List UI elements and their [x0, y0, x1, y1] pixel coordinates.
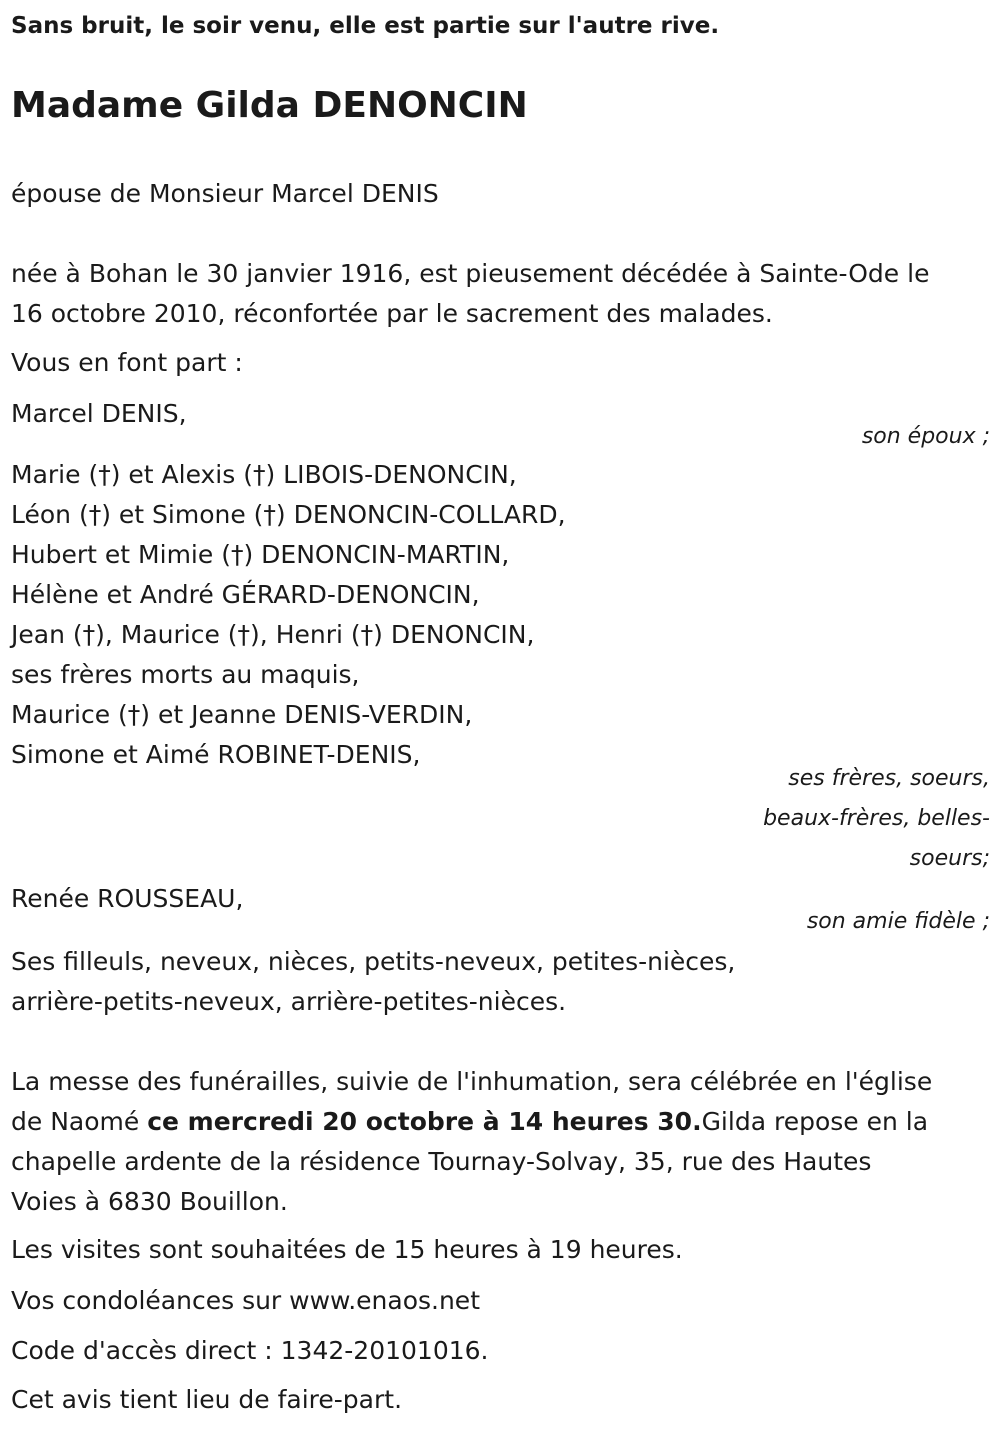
condolences-line: Vos condoléances sur www.enaos.net — [11, 1286, 480, 1315]
funeral-line — [11, 1102, 986, 1142]
siblings-role-line: ses frères, soeurs, — [788, 766, 990, 791]
friend-role: son amie fidèle ; — [806, 909, 990, 934]
siblings-role — [763, 759, 990, 879]
funeral-line: Voies à 6830 Bouillon. — [11, 1187, 288, 1216]
siblings-role-line: beaux-frères, belles- — [763, 806, 990, 831]
sibling-line: Marie (†) et Alexis (†) LIBOIS-DENONCIN, — [11, 460, 517, 489]
sibling-line: Maurice (†) et Jeanne DENIS-VERDIN, — [11, 700, 473, 729]
announce-line: Vous en font part : — [11, 348, 243, 377]
sibling-line: Hubert et Mimie (†) DENONCIN-MARTIN, — [11, 540, 510, 569]
sibling-line: Hélène et André GÉRARD-DENONCIN, — [11, 580, 480, 609]
funeral-paragraph — [11, 1062, 986, 1222]
funeral-line: chapelle ardente de la résidence Tournay-Solvay, 35, rue des Hautes — [11, 1147, 872, 1176]
epigraph: Sans bruit, le soir venu, elle est partie sur l'autre rive. — [11, 13, 720, 39]
siblings-list — [11, 455, 986, 775]
funeral-datetime: ce mercredi 20 octobre à 14 heures 30. — [147, 1107, 702, 1136]
sibling-line: ses frères morts au maquis, — [11, 660, 360, 689]
friend-name: Renée ROUSSEAU, — [11, 884, 244, 913]
birth-death-paragraph — [11, 254, 986, 334]
sibling-line: Simone et Aimé ROBINET-DENIS, — [11, 740, 421, 769]
siblings-role-line: soeurs; — [909, 846, 990, 871]
sibling-line: Léon (†) et Simone (†) DENONCIN-COLLARD, — [11, 500, 566, 529]
family-line: Ses filleuls, neveux, nièces, petits-neveux, petites-nièces, — [11, 947, 736, 976]
visits-line: Les visites sont souhaitées de 15 heures à 19 heures. — [11, 1235, 683, 1264]
family-paragraph — [11, 942, 986, 1022]
sibling-line: Jean (†), Maurice (†), Henri (†) DENONCIN, — [11, 620, 535, 649]
birth-death-line: née à Bohan le 30 janvier 1916, est pieusement décédée à Sainte-Ode le — [11, 259, 930, 288]
funeral-wake: Gilda repose en la — [701, 1107, 929, 1136]
spouse-name: Marcel DENIS, — [11, 399, 187, 428]
funeral-line: La messe des funérailles, suivie de l'inhumation, sera célébrée en l'église — [11, 1067, 933, 1096]
deceased-name: Madame Gilda DENONCIN — [11, 85, 528, 126]
spouse-line: épouse de Monsieur Marcel DENIS — [11, 179, 439, 208]
closing-line: Cet avis tient lieu de faire-part. — [11, 1385, 403, 1414]
access-code-line: Code d'accès direct : 1342-20101016. — [11, 1336, 489, 1365]
funeral-place: de Naomé — [11, 1107, 148, 1136]
birth-death-line: 16 octobre 2010, réconfortée par le sacrement des malades. — [11, 299, 773, 328]
family-line: arrière-petits-neveux, arrière-petites-nièces. — [11, 987, 567, 1016]
spouse-role: son époux ; — [861, 424, 990, 449]
